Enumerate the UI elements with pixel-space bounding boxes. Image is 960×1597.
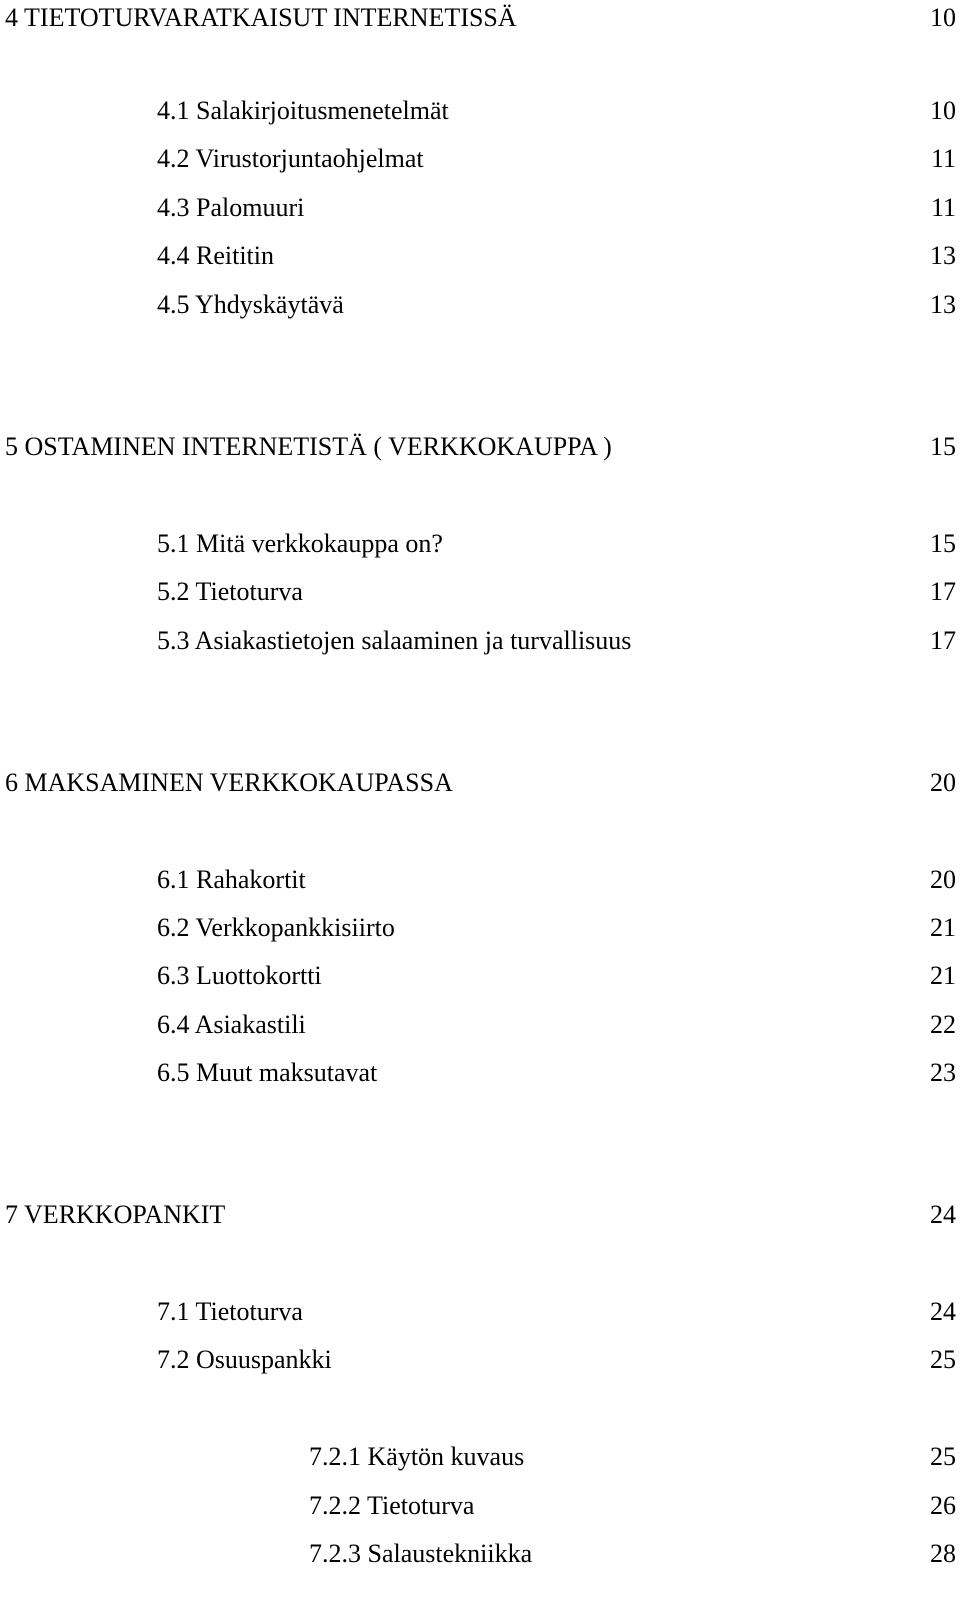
- toc-page-number: 11: [930, 144, 956, 173]
- toc-page-number: 23: [930, 1058, 956, 1087]
- toc-entry-label: 5.1 Mitä verkkokauppa on?: [157, 529, 443, 558]
- toc-page-number: 21: [930, 961, 956, 990]
- toc-page-number: 24: [930, 1297, 956, 1326]
- toc-chapter-4[interactable]: [0, 3, 960, 33]
- toc-page-number: 28: [930, 1539, 956, 1568]
- toc-section-7-2[interactable]: [0, 1345, 960, 1375]
- toc-page-number: 26: [930, 1491, 956, 1520]
- toc-entry-label: 7.1 Tietoturva: [157, 1297, 303, 1326]
- toc-subsection-7-2-2[interactable]: [0, 1491, 960, 1521]
- toc-page-number: 11: [930, 193, 956, 222]
- toc-entry-label: 4.2 Virustorjuntaohjelmat: [157, 144, 424, 173]
- toc-page-number: 24: [930, 1200, 956, 1229]
- toc-section-6-3[interactable]: [0, 961, 960, 991]
- toc-section-4-4[interactable]: [0, 241, 960, 271]
- toc-chapter-6[interactable]: [0, 768, 960, 798]
- toc-subsection-7-2-1[interactable]: [0, 1442, 960, 1472]
- toc-page-number: 13: [930, 241, 956, 270]
- toc-section-6-2[interactable]: [0, 913, 960, 943]
- toc-page-number: 15: [930, 529, 956, 558]
- toc-page-number: 13: [930, 290, 956, 319]
- toc-page-number: 10: [930, 3, 956, 32]
- toc-section-4-5[interactable]: [0, 290, 960, 320]
- toc-section-5-3[interactable]: [0, 626, 960, 656]
- toc-entry-label: 6.5 Muut maksutavat: [157, 1058, 378, 1087]
- toc-page-number: 20: [930, 865, 956, 894]
- toc-entry-label: 7.2 Osuuspankki: [157, 1345, 332, 1374]
- toc-section-6-5[interactable]: [0, 1058, 960, 1088]
- toc-entry-label: 7.2.2 Tietoturva: [309, 1491, 475, 1520]
- toc-section-5-2[interactable]: [0, 577, 960, 607]
- toc-section-6-1[interactable]: [0, 865, 960, 895]
- toc-entry-label: 6.1 Rahakortit: [157, 865, 306, 894]
- toc-section-4-2[interactable]: [0, 144, 960, 174]
- toc-entry-label: 6.2 Verkkopankkisiirto: [157, 913, 395, 942]
- toc-entry-label: 4 TIETOTURVARATKAISUT INTERNETISSÄ: [5, 3, 517, 32]
- toc-page-number: 21: [930, 913, 956, 942]
- toc-section-7-1[interactable]: [0, 1297, 960, 1327]
- toc-page-number: 17: [930, 626, 956, 655]
- toc-entry-label: 7 VERKKOPANKIT: [5, 1200, 226, 1229]
- toc-page-number: 22: [930, 1010, 956, 1039]
- toc-entry-label: 5 OSTAMINEN INTERNETISTÄ ( VERKKOKAUPPA ): [5, 432, 612, 461]
- toc-subsection-7-2-3[interactable]: [0, 1539, 960, 1569]
- toc-chapter-5[interactable]: [0, 432, 960, 462]
- toc-entry-label: 5.3 Asiakastietojen salaaminen ja turvallisuus: [157, 626, 632, 655]
- toc-page-number: 25: [930, 1345, 956, 1374]
- toc-entry-label: 6.4 Asiakastili: [157, 1010, 306, 1039]
- toc-entry-label: 5.2 Tietoturva: [157, 577, 303, 606]
- toc-entry-label: 7.2.1 Käytön kuvaus: [309, 1442, 525, 1471]
- toc-section-5-1[interactable]: [0, 529, 960, 559]
- toc-page-number: 10: [930, 96, 956, 125]
- toc-entry-label: 4.3 Palomuuri: [157, 193, 305, 222]
- toc-page-number: 20: [930, 768, 956, 797]
- toc-entry-label: 4.4 Reititin: [157, 241, 274, 270]
- toc-page-number: 17: [930, 577, 956, 606]
- toc-entry-label: 6 MAKSAMINEN VERKKOKAUPASSA: [5, 768, 453, 797]
- toc-entry-label: 7.2.3 Salaustekniikka: [309, 1539, 533, 1568]
- toc-section-4-1[interactable]: [0, 96, 960, 126]
- toc-page-number: 25: [930, 1442, 956, 1471]
- toc-section-6-4[interactable]: [0, 1010, 960, 1040]
- toc-entry-label: 6.3 Luottokortti: [157, 961, 322, 990]
- toc-entry-label: 4.1 Salakirjoitusmenetelmät: [157, 96, 449, 125]
- toc-section-4-3[interactable]: [0, 193, 960, 223]
- toc-page-number: 15: [930, 432, 956, 461]
- toc-chapter-7[interactable]: [0, 1200, 960, 1230]
- toc-entry-label: 4.5 Yhdyskäytävä: [157, 290, 344, 319]
